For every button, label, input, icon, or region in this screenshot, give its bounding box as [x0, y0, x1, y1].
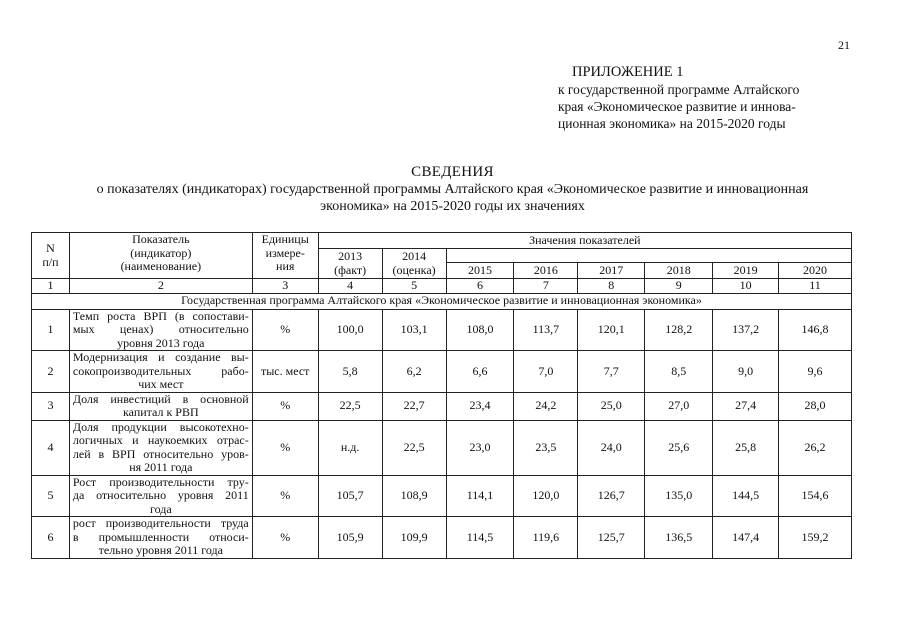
indicator-value: 22,5	[382, 420, 446, 475]
indicator-value: 114,1	[446, 475, 514, 517]
column-number: 9	[645, 279, 713, 294]
indicator-value: 105,7	[318, 475, 382, 517]
row-number: 1	[32, 309, 70, 351]
section-title: Государственная программа Алтайского края «Экономическое развитие и инновационная экономика»	[32, 293, 852, 309]
indicator-name	[69, 309, 252, 351]
indicator-value: 154,6	[779, 475, 852, 517]
indicator-value: 100,0	[318, 309, 382, 351]
indicator-value: н.д.	[318, 420, 382, 475]
indicator-name-line: сокопроизводительных рабо-	[72, 363, 249, 378]
header-year-2019: 2019	[713, 263, 779, 279]
indicator-name-line: Модернизация и создание вы-	[72, 350, 249, 364]
unit-of-measure: %	[252, 309, 318, 351]
indicator-name-line: уровня 2013 года	[117, 335, 205, 350]
indicator-name-line: мых ценах) относительно	[72, 322, 249, 336]
indicator-value: 6,6	[446, 351, 514, 393]
indicator-name-line: Рост производительности тру-	[72, 474, 249, 489]
unit-of-measure: %	[252, 392, 318, 420]
header-year-2014: 2014 (оценка)	[382, 249, 446, 279]
indicator-value: 137,2	[713, 309, 779, 351]
indicator-name-line: логичных и наукоемких отрас-	[72, 433, 249, 447]
appendix-title: ПРИЛОЖЕНИЕ 1	[572, 64, 684, 80]
header-row	[32, 233, 852, 249]
indicator-value: 105,9	[318, 517, 382, 559]
indicator-value: 9,6	[779, 351, 852, 393]
column-number: 8	[578, 279, 645, 294]
table-row	[32, 392, 852, 420]
indicator-name-line: лей в ВРП относительно уров-	[72, 446, 249, 461]
document-subtitle-line: экономика» на 2015-2020 годы их значениях	[320, 199, 585, 214]
unit-of-measure: %	[252, 420, 318, 475]
appendix-line: к государственной программе Алтайского	[558, 82, 800, 97]
indicator-value: 7,7	[578, 351, 645, 393]
indicator-value: 135,0	[645, 475, 713, 517]
indicator-value: 103,1	[382, 309, 446, 351]
indicator-value: 7,0	[514, 351, 578, 393]
indicator-name	[69, 517, 252, 559]
table-row	[32, 420, 852, 475]
table-row	[32, 475, 852, 517]
indicator-value: 25,0	[578, 392, 645, 420]
header-unit: Единицы измере- ния	[252, 233, 318, 279]
section-row	[32, 293, 852, 309]
indicator-value: 27,0	[645, 392, 713, 420]
indicators-table	[31, 232, 852, 559]
page-number: 21	[838, 38, 850, 52]
header-year-2013: 2013 (факт)	[318, 249, 382, 279]
indicator-name-line: Доля инвестиций в основной	[72, 391, 249, 406]
header-number: N п/п	[32, 233, 70, 279]
indicator-name	[69, 351, 252, 393]
table-row	[32, 517, 852, 559]
indicator-value: 108,9	[382, 475, 446, 517]
indicator-name	[69, 392, 252, 420]
indicator-value: 125,7	[578, 517, 645, 559]
row-number: 5	[32, 475, 70, 517]
unit-of-measure: %	[252, 475, 318, 517]
indicator-value: 146,8	[779, 309, 852, 351]
indicator-value: 108,0	[446, 309, 514, 351]
indicator-value: 144,5	[713, 475, 779, 517]
indicator-value: 113,7	[514, 309, 578, 351]
table-body	[32, 309, 852, 558]
indicator-value: 23,5	[514, 420, 578, 475]
indicator-value: 22,5	[318, 392, 382, 420]
indicator-name-line: в промышленности относи-	[72, 529, 249, 544]
indicator-value: 24,0	[578, 420, 645, 475]
column-number: 10	[713, 279, 779, 294]
indicator-name	[69, 420, 252, 475]
indicator-name-line: года	[149, 501, 172, 516]
indicator-name-line: Темп роста ВРП (в сопостави-	[72, 308, 249, 323]
indicator-value: 22,7	[382, 392, 446, 420]
indicator-value: 24,2	[514, 392, 578, 420]
column-number: 5	[382, 279, 446, 294]
header-spacer	[446, 249, 851, 263]
indicator-value: 23,4	[446, 392, 514, 420]
appendix-line: края «Экономическое развитие и иннова-	[558, 99, 796, 114]
document-subtitle-line: о показателях (индикаторах) государственной программы Алтайского края «Экономическое развитие и инновационная	[96, 182, 809, 197]
header-year-2020: 2020	[779, 263, 852, 279]
indicator-value: 136,5	[645, 517, 713, 559]
header-year-2015: 2015	[446, 263, 514, 279]
indicator-value: 26,2	[779, 420, 852, 475]
indicator-name-line: тельно уровня 2011 года	[98, 543, 223, 557]
indicator-value: 120,0	[514, 475, 578, 517]
indicator-value: 114,5	[446, 517, 514, 559]
header-indicator: Показатель (индикатор) (наименование)	[69, 233, 252, 279]
indicator-value: 120,1	[578, 309, 645, 351]
table-row	[32, 351, 852, 393]
header-year-2016: 2016	[514, 263, 578, 279]
row-number: 4	[32, 420, 70, 475]
column-number: 6	[446, 279, 514, 294]
appendix-block	[558, 64, 858, 132]
appendix-line: ционная экономика» на 2015-2020 годы	[558, 116, 786, 131]
indicator-name	[69, 475, 252, 517]
indicator-value: 8,5	[645, 351, 713, 393]
column-number: 7	[514, 279, 578, 294]
indicator-name-line: Доля продукции высокотехно-	[72, 419, 249, 434]
unit-of-measure: %	[252, 517, 318, 559]
indicator-name-line: рост производительности труда	[72, 516, 249, 530]
indicator-value: 5,8	[318, 351, 382, 393]
indicator-value: 126,7	[578, 475, 645, 517]
indicator-value: 6,2	[382, 351, 446, 393]
table-row	[32, 309, 852, 351]
indicator-value: 119,6	[514, 517, 578, 559]
indicator-value: 159,2	[779, 517, 852, 559]
column-number: 1	[32, 279, 70, 294]
column-numbers-row	[32, 279, 852, 294]
indicator-value: 109,9	[382, 517, 446, 559]
indicator-name-line: да относительно уровня 2011	[72, 488, 249, 502]
header-year-2017: 2017	[578, 263, 645, 279]
row-number: 6	[32, 517, 70, 559]
document-heading	[0, 164, 905, 215]
indicator-value: 23,0	[446, 420, 514, 475]
indicator-name-line: ня 2011 года	[129, 460, 193, 474]
indicator-value: 27,4	[713, 392, 779, 420]
header-values-group: Значения показателей	[318, 233, 851, 249]
indicator-value: 9,0	[713, 351, 779, 393]
indicator-value: 28,0	[779, 392, 852, 420]
indicator-name-line: капитал к РВП	[123, 405, 199, 419]
indicator-value: 147,4	[713, 517, 779, 559]
column-number: 3	[252, 279, 318, 294]
header-year-2018: 2018	[645, 263, 713, 279]
unit-of-measure: тыс. мест	[252, 351, 318, 393]
indicator-value: 25,6	[645, 420, 713, 475]
row-number: 3	[32, 392, 70, 420]
indicator-name-line: чих мест	[138, 377, 184, 391]
indicator-value: 25,8	[713, 420, 779, 475]
indicator-value: 128,2	[645, 309, 713, 351]
column-number: 2	[69, 279, 252, 294]
column-number: 4	[318, 279, 382, 294]
document-title: СВЕДЕНИЯ	[411, 164, 494, 180]
column-number: 11	[779, 279, 852, 294]
row-number: 2	[32, 351, 70, 393]
